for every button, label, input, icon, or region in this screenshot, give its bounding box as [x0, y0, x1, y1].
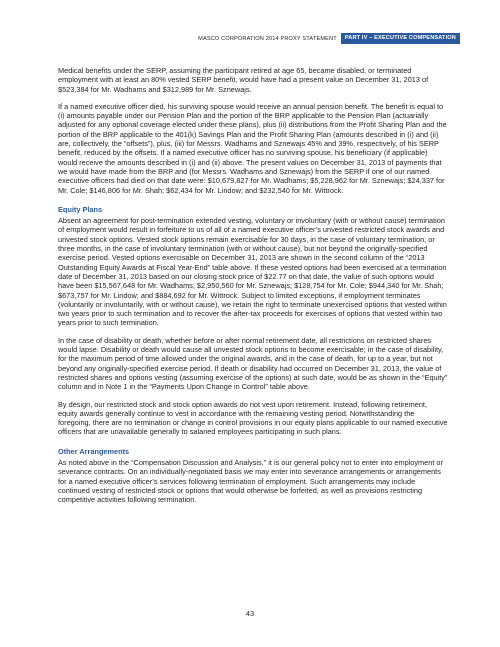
heading-equity-plans: Equity Plans: [58, 204, 103, 214]
paragraph-spouse-benefit: If a named executive officer died, his surviving spouse would receive an annual pension benefit. The benefit is equal to (i) amounts payable under our Pension Plan and the portion of the BRP applicable to the Pension Plan (actuarially adjusted for any optional coverage elected under these plans), plus (ii) distributions from the Profit Sharing Plan and the portion of the BRP applicable to the 401(k) Savings Plan and the Profit Sharing Plan (amounts described in (i) and (ii) are, collectively, the “offsets”), plus, (iii) for Messrs. Wadhams and Sznewajs 45% and 39%, respectively, of his SERP benefit, reduced by the offsets. If a named executive officer has no surviving spouse, his beneficiary (if applicable) would receive the amounts described in (i) and (ii) above. The present values on December 31, 2013 of payments that we would have made from the BRP and (for Messrs. Wadhams and Sznewajs) from the SERP if one of our named executive officers had died on that date were: $10,679,827 for Mr. Wadhams; $5,228,962 for Mr. Sznewajs; $24,337 for Mr. Cole; $146,806 for Mr. Shah; $62,434 for Mr. Lindow; and $232,540 for Mr. Wittrock.: [58, 101, 447, 195]
paragraph-retirement-vesting: By design, our restricted stock and stock option awards do not vest upon retirement. Instead, following retirement, equity awards generally continue to vest in accordance with the remaining vesting period. Notwithstanding the foregoing, there are no termination or change in control provisions in our equity plans applicable to our named executive officers that are unavailable generally to salaried employees participating in such plans.: [58, 399, 448, 437]
paragraph-severance-policy: As noted above in the “Compensation Discussion and Analysis,” it is our general policy not to enter into employment or severance contracts. On an individually-negotiated basis we may enter into severance arrangements or arrangements for a named executive officer’s services following termination of employment. Such arrangements may include continued vesting of restricted stock or options that would otherwise be forfeited, as well as provisions restricting competitive activities following termination.: [58, 457, 443, 505]
heading-other-arrangements: Other Arrangements: [58, 446, 130, 456]
header-title: MASCO CORPORATION 2014 PROXY STATEMENT: [198, 35, 337, 42]
page-number: 43: [245, 609, 255, 618]
paragraph-medical-benefits: Medical benefits under the SERP, assuming the participant retired at age 65, became disabled, or terminated employment with at least an 80% vested SERP benefit, would have had a present value on December 31, 2013 of $523,384 for Mr. Wadhams and $312,989 for Mr. Sznewajs.: [58, 66, 429, 94]
paragraph-termination-forfeiture: Absent an agreement for post-termination extended vesting, voluntary or involuntary (with or without cause) termination of employment would result in forfeiture to us of all of a named executive officer’s unvested restricted stock awards and unvested stock options. Vested stock options remain exercisable for 30 days, in the case of voluntary termination, or three months, in the case of involuntary termination (with or without cause), but not beyond the originally-specified exercise period. Vested options exercisable on December 31, 2013 are shown in the second column of the “2013 Outstanding Equity Awards at Fiscal Year-End” table above. If these vested options had been exercised at a termination date of December 31, 2013 based on our closing stock price of $22.77 on that date, the value of such options would have been $15,567,648 for Mr. Wadhams; $2,950,560 for Mr. Sznewajs; $128,754 for Mr. Cole; $944,340 for Mr. Shah; $673,757 for Mr. Lindow; and $884,692 for Mr. Wittrock. Subject to limited exceptions, if employment terminates (voluntarily or involuntarily, with or without cause), we retain the right to terminate unexercised options that vested within two years prior to such termination and to recover the after-tax proceeds for exercises of options that vested within two years prior to such termination.: [58, 216, 447, 328]
section-badge: PART IV – EXECUTIVE COMPENSATION: [341, 33, 460, 44]
document-body: [58, 66, 448, 512]
paragraph-disability-death: In the case of disability or death, whether before or after normal retirement date, all restrictions on restricted shares would lapse. Disability or death would cause all unvested stock options to become exercisable; in the case of disability, for the maximum period of time allowed under the original awards, and in the case of death, for up to a year, but not beyond any originally-specified exercise period. If death or disability had occurred on December 31, 2013, the value of restricted shares and options vesting (assuming exercise of the options) at such date, would be as shown in the “Equity” column and in Note 1 in the “Payments Upon Change in Control” table above.: [58, 335, 448, 392]
page-header: [198, 33, 460, 44]
